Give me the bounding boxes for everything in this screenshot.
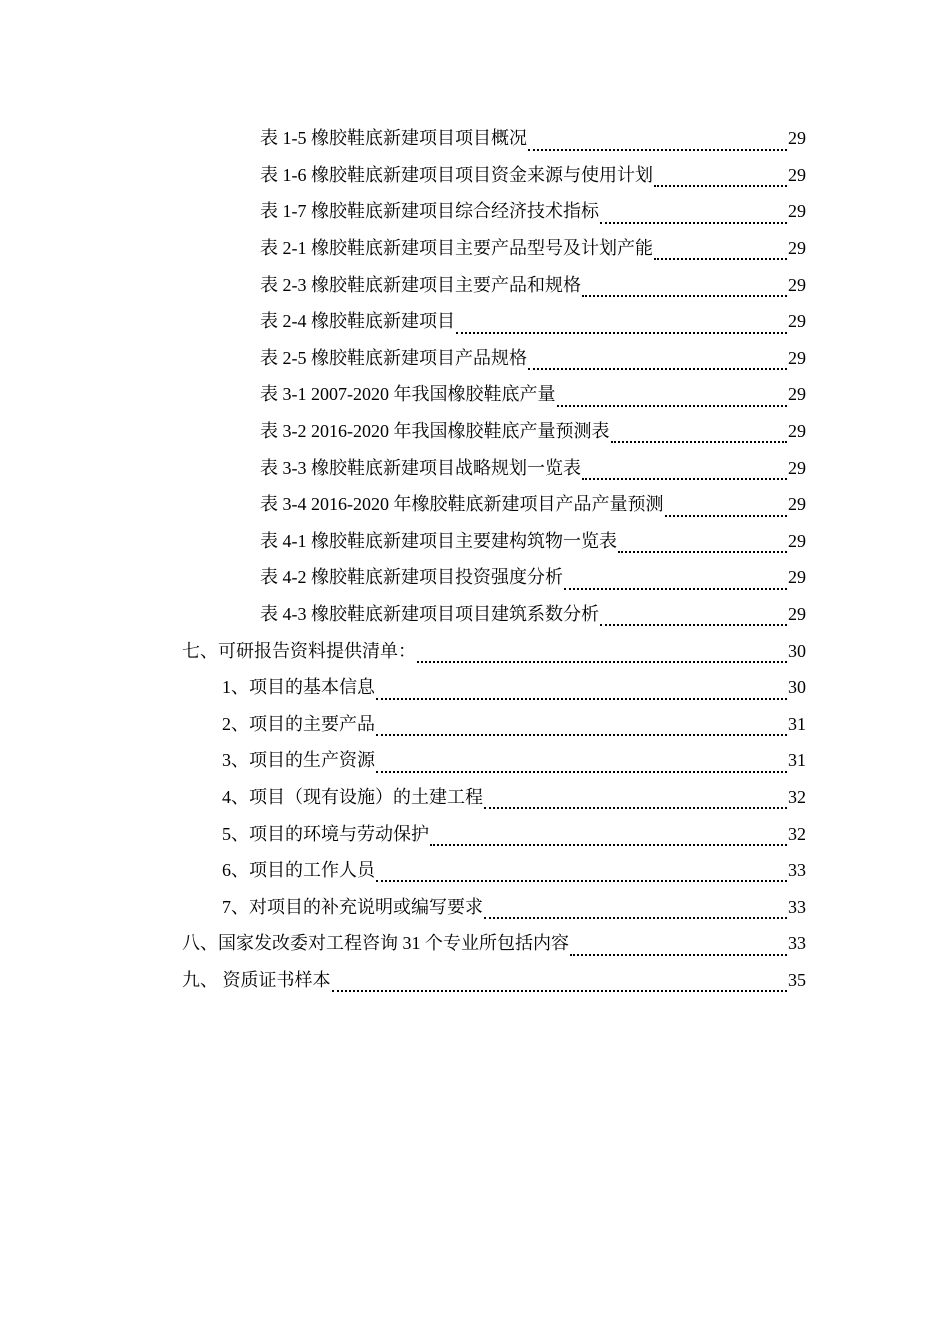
toc-entry-page-number: 32 — [788, 786, 806, 807]
dot-leader — [600, 610, 787, 632]
toc-entry[interactable] — [0, 266, 950, 303]
toc-entry[interactable] — [0, 157, 950, 194]
toc-entry-page-number: 29 — [788, 421, 806, 442]
toc-entry[interactable] — [0, 449, 950, 486]
toc-entry[interactable] — [0, 193, 950, 230]
toc-entry[interactable] — [0, 742, 950, 779]
dot-leader — [582, 281, 787, 303]
dot-leader — [582, 464, 787, 486]
toc-entry[interactable] — [0, 852, 950, 889]
dot-leader — [430, 830, 787, 852]
toc-entry-page-number: 32 — [788, 823, 806, 844]
toc-entry[interactable] — [0, 559, 950, 596]
toc-entry-page-number: 29 — [788, 530, 806, 551]
toc-entry-page-number: 29 — [788, 384, 806, 405]
toc-entry-label: 表 3-1 2007-2020 年我国橡胶鞋底产量 — [260, 384, 556, 405]
toc-entry-page-number: 33 — [788, 896, 806, 917]
dot-leader — [484, 793, 787, 815]
toc-entry-label: 表 1-6 橡胶鞋底新建项目项目资金来源与使用计划 — [260, 164, 653, 185]
toc-entry-label: 1、项目的基本信息 — [222, 677, 375, 698]
toc-entry-label: 表 4-2 橡胶鞋底新建项目投资强度分析 — [260, 567, 563, 588]
toc-entry-page-number: 29 — [788, 274, 806, 295]
toc-entry[interactable] — [0, 303, 950, 340]
dot-leader — [564, 574, 787, 596]
dot-leader — [376, 866, 787, 888]
toc-entry-label: 4、项目（现有设施）的土建工程 — [222, 786, 483, 807]
toc-entry[interactable] — [0, 230, 950, 267]
toc-entry[interactable] — [0, 523, 950, 560]
toc-entry[interactable] — [0, 706, 950, 743]
toc-entry-page-number: 29 — [788, 567, 806, 588]
toc-entry[interactable] — [0, 486, 950, 523]
toc-entry-label: 表 1-7 橡胶鞋底新建项目综合经济技术指标 — [260, 201, 599, 222]
toc-entry-label: 表 3-2 2016-2020 年我国橡胶鞋底产量预测表 — [260, 421, 610, 442]
dot-leader — [456, 318, 787, 340]
toc-entry[interactable] — [0, 669, 950, 706]
dot-leader — [611, 427, 788, 449]
dot-leader — [600, 208, 787, 230]
toc-entry-page-number: 30 — [788, 640, 806, 661]
toc-entry-label: 5、项目的环境与劳动保护 — [222, 823, 429, 844]
table-of-contents — [0, 120, 950, 998]
toc-entry[interactable] — [0, 632, 950, 669]
toc-entry-page-number: 29 — [788, 347, 806, 368]
toc-entry-label: 表 4-1 橡胶鞋底新建项目主要建构筑物一览表 — [260, 530, 617, 551]
toc-entry-page-number: 31 — [788, 713, 806, 734]
toc-entry-page-number: 29 — [788, 311, 806, 332]
dot-leader — [376, 757, 787, 779]
toc-entry-label: 九、 资质证书样本 — [182, 969, 331, 990]
toc-entry-page-number: 31 — [788, 750, 806, 771]
dot-leader — [332, 976, 788, 998]
toc-entry[interactable] — [0, 779, 950, 816]
toc-entry-label: 表 4-3 橡胶鞋底新建项目项目建筑系数分析 — [260, 604, 599, 625]
dot-leader — [484, 903, 787, 925]
toc-entry-page-number: 33 — [788, 860, 806, 881]
toc-entry[interactable] — [0, 962, 950, 999]
toc-entry-page-number: 29 — [788, 494, 806, 515]
toc-entry[interactable] — [0, 376, 950, 413]
toc-entry-label: 2、项目的主要产品 — [222, 713, 375, 734]
toc-entry-page-number: 29 — [788, 238, 806, 259]
dot-leader — [528, 135, 787, 157]
toc-entry-page-number: 29 — [788, 164, 806, 185]
toc-entry-label: 八、国家发改委对工程咨询 31 个专业所包括内容 — [182, 933, 569, 954]
toc-entry-label: 3、项目的生产资源 — [222, 750, 375, 771]
dot-leader — [654, 171, 787, 193]
toc-entry-page-number: 29 — [788, 201, 806, 222]
toc-entry-label: 表 3-4 2016-2020 年橡胶鞋底新建项目产品产量预测 — [260, 494, 664, 515]
toc-entry-label: 表 2-1 橡胶鞋底新建项目主要产品型号及计划产能 — [260, 238, 653, 259]
toc-entry-label: 表 2-4 橡胶鞋底新建项目 — [260, 311, 455, 332]
toc-entry[interactable] — [0, 340, 950, 377]
toc-entry-page-number: 29 — [788, 604, 806, 625]
dot-leader — [665, 501, 788, 523]
dot-leader — [618, 537, 787, 559]
toc-entry-label: 6、项目的工作人员 — [222, 860, 375, 881]
toc-entry-label: 表 2-3 橡胶鞋底新建项目主要产品和规格 — [260, 274, 581, 295]
dot-leader — [654, 244, 787, 266]
dot-leader — [376, 684, 787, 706]
toc-entry-page-number: 29 — [788, 128, 806, 149]
toc-entry[interactable] — [0, 413, 950, 450]
toc-entry[interactable] — [0, 120, 950, 157]
toc-entry-page-number: 35 — [788, 969, 806, 990]
dot-leader — [570, 940, 787, 962]
dot-leader — [376, 720, 787, 742]
toc-entry-label: 七、可研报告资料提供清单： — [182, 640, 416, 661]
toc-entry-page-number: 33 — [788, 933, 806, 954]
toc-entry-label: 表 3-3 橡胶鞋底新建项目战略规划一览表 — [260, 457, 581, 478]
toc-entry-label: 表 1-5 橡胶鞋底新建项目项目概况 — [260, 128, 527, 149]
dot-leader — [557, 391, 788, 413]
toc-entry[interactable] — [0, 596, 950, 633]
toc-entry[interactable] — [0, 925, 950, 962]
toc-entry-page-number: 30 — [788, 677, 806, 698]
toc-entry-label: 表 2-5 橡胶鞋底新建项目产品规格 — [260, 347, 527, 368]
toc-entry[interactable] — [0, 815, 950, 852]
toc-entry[interactable] — [0, 888, 950, 925]
toc-entry-label: 7、对项目的补充说明或编写要求 — [222, 896, 483, 917]
toc-entry-page-number: 29 — [788, 457, 806, 478]
dot-leader — [528, 354, 787, 376]
dot-leader — [417, 647, 787, 669]
